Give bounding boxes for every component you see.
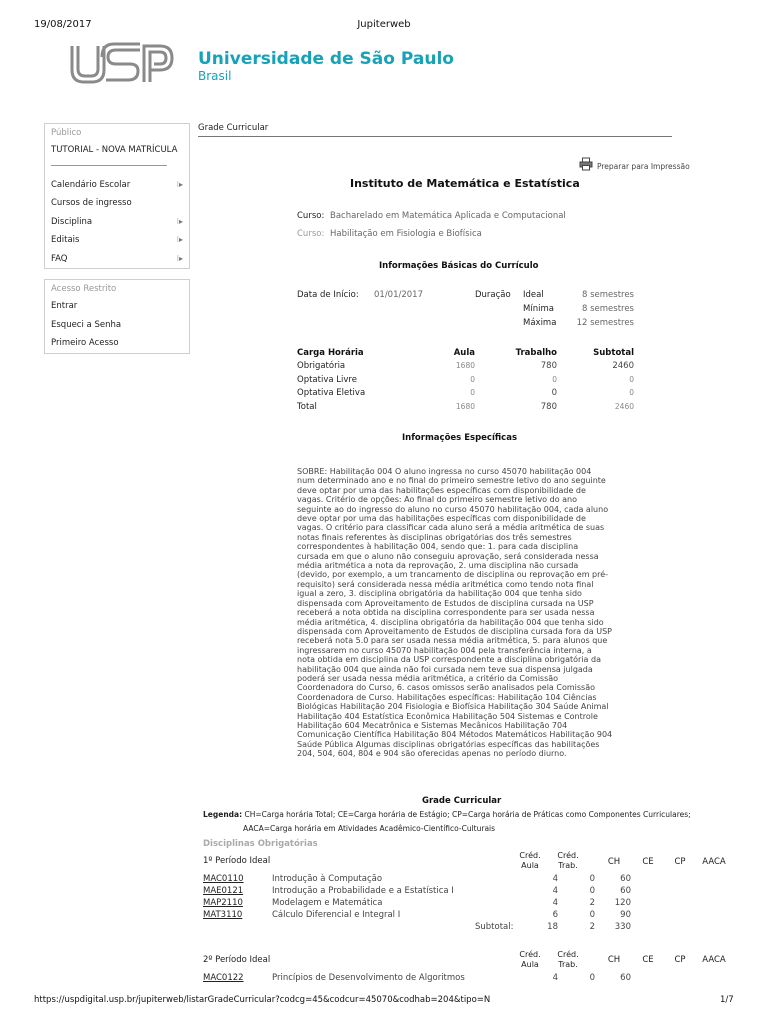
sidebar-item-cursos[interactable] xyxy=(45,194,189,213)
course-cred-trab: 0 xyxy=(589,910,595,920)
load-row-aula: 1680 xyxy=(455,401,475,411)
load-row-subtotal: 0 xyxy=(629,388,634,397)
start-date-label: Data de Início: xyxy=(297,290,359,300)
load-row-subtotal: 2460 xyxy=(614,401,634,411)
course-cred-aula: 4 xyxy=(552,886,558,896)
course-name: Introdução à Computação xyxy=(272,874,383,884)
print-link[interactable]: Preparar para Impressão xyxy=(597,162,690,171)
load-row-label: Total xyxy=(297,401,317,412)
col-ch: CH xyxy=(607,955,621,965)
subtotal-label: Subtotal: xyxy=(475,922,514,932)
course-code-link[interactable]: MAC0110 xyxy=(203,874,244,884)
legend-label: Legenda: xyxy=(203,810,243,819)
sidebar-restricted xyxy=(44,279,190,354)
load-row-trabalho: 0 xyxy=(551,388,557,398)
sidebar-item-label: Editais xyxy=(51,235,80,245)
table-row xyxy=(203,874,733,886)
sidebar-public-heading: Público xyxy=(51,128,82,138)
sidebar-item-label: Calendário Escolar xyxy=(51,179,131,190)
col-ce: CE xyxy=(642,857,654,867)
submenu-arrow-icon: ⁝▸ xyxy=(176,235,183,244)
breadcrumb: Grade Curricular xyxy=(198,123,269,133)
col-cred-aula: Créd. Aula xyxy=(519,950,541,969)
table-row xyxy=(297,375,635,389)
sidebar-item-label: Esqueci a Senha xyxy=(51,319,122,330)
course-ch: 60 xyxy=(620,886,631,896)
load-header-aula: Aula xyxy=(453,348,475,358)
submenu-arrow-icon: ⁝▸ xyxy=(176,179,183,189)
load-row-label: Optativa Eletiva xyxy=(297,388,366,398)
table-row xyxy=(297,361,635,375)
load-header-label: Carga Horária xyxy=(297,348,364,358)
duration-min-label: Mínima xyxy=(523,304,554,314)
duration-ideal-label: Ideal xyxy=(523,290,544,300)
sidebar-item-calendario[interactable] xyxy=(45,176,189,195)
sidebar-public xyxy=(44,123,190,269)
course-name: Princípios de Desenvolvimento de Algoritmos xyxy=(272,973,465,983)
course-cred-trab: 0 xyxy=(589,874,595,884)
load-row-aula: 0 xyxy=(470,374,475,384)
legend-text-2: AACA=Carga horária em Atividades Acadêmico-Científico-Culturais xyxy=(243,824,496,833)
habilitacao-value: Habilitação em Fisiologia e Biofísica xyxy=(330,229,482,239)
mandatory-title: Disciplinas Obrigatórias xyxy=(203,839,318,849)
sidebar-item-label: Entrar xyxy=(51,301,78,311)
curso-label: Curso: xyxy=(297,211,325,221)
load-row-trabalho: 780 xyxy=(540,361,557,371)
course-code-link[interactable]: MAE0121 xyxy=(203,886,244,896)
printer-icon[interactable] xyxy=(579,157,593,171)
sidebar-item-label: TUTORIAL - NOVA MATRÍCULA xyxy=(51,145,178,155)
period-2-title: 2º Período Ideal xyxy=(203,955,271,965)
table-row xyxy=(203,898,733,910)
sidebar-item-label: FAQ xyxy=(51,253,68,264)
col-ce: CE xyxy=(642,955,654,965)
subtotal-cred-aula: 18 xyxy=(547,922,558,932)
university-name: Universidade de São Paulo xyxy=(198,49,454,69)
course-cred-trab: 2 xyxy=(589,898,595,908)
course-cred-aula: 4 xyxy=(552,874,558,884)
course-code-link[interactable]: MAC0122 xyxy=(203,973,244,983)
col-cp: CP xyxy=(674,955,686,965)
course-ch: 60 xyxy=(620,973,631,983)
sidebar-restricted-heading: Acesso Restrito xyxy=(51,284,117,294)
sidebar-divider xyxy=(51,165,167,166)
course-cred-aula: 6 xyxy=(552,910,558,920)
load-header-row xyxy=(297,348,635,361)
subtotal-row xyxy=(203,922,733,934)
sidebar-item-label: Primeiro Acesso xyxy=(51,338,119,348)
specific-info-title: Informações Específicas xyxy=(402,433,517,443)
start-date-value: 01/01/2017 xyxy=(374,290,423,300)
sidebar-item-label: Disciplina xyxy=(51,216,93,227)
load-row-label: Obrigatória xyxy=(297,361,346,371)
usp-logo xyxy=(68,42,174,86)
col-cred-aula: Créd. Aula xyxy=(519,851,541,870)
load-table xyxy=(297,348,635,415)
load-row-trabalho: 780 xyxy=(540,401,557,412)
sidebar-item-faq[interactable] xyxy=(45,250,189,269)
course-cred-trab: 0 xyxy=(589,973,595,983)
basic-info-title: Informações Básicas do Currículo xyxy=(379,261,539,271)
table-row xyxy=(297,402,635,416)
course-name: Cálculo Diferencial e Integral I xyxy=(272,910,401,920)
course-cred-aula: 4 xyxy=(552,898,558,908)
sidebar-item-primeiro-acesso[interactable] xyxy=(45,334,189,353)
period-1-title: 1º Período Ideal xyxy=(203,856,271,866)
submenu-arrow-icon: ⁝▸ xyxy=(176,216,183,226)
course-ch: 60 xyxy=(620,874,631,884)
course-ch: 120 xyxy=(614,898,631,908)
duration-max-value: 12 semestres xyxy=(576,318,634,328)
print-date: 19/08/2017 xyxy=(34,19,92,30)
legend xyxy=(203,810,691,819)
sidebar-item-esqueci-senha[interactable] xyxy=(45,316,189,335)
col-cp: CP xyxy=(674,857,686,867)
print-page-title: Jupiterweb xyxy=(357,19,411,30)
grade-title: Grade Curricular xyxy=(422,796,502,806)
duration-min-value: 8 semestres xyxy=(581,304,634,314)
course-code-link[interactable]: MAT3110 xyxy=(203,910,243,920)
col-aaca: AACA xyxy=(702,857,726,867)
subtotal-ch: 330 xyxy=(614,922,631,932)
sidebar-item-tutorial[interactable] xyxy=(45,141,189,160)
col-aaca: AACA xyxy=(702,955,726,965)
sidebar-item-disciplina[interactable] xyxy=(45,213,189,232)
curso-value: Bacharelado em Matemática Aplicada e Computacional xyxy=(330,211,566,221)
load-header-trabalho: Trabalho xyxy=(515,348,557,358)
table-row xyxy=(203,910,733,922)
institute-title: Instituto de Matemática e Estatística xyxy=(350,177,580,190)
table-row xyxy=(297,388,635,402)
sidebar-item-label: Cursos de ingresso xyxy=(51,198,132,208)
load-row-aula: 0 xyxy=(470,388,475,397)
print-page-number: 1/7 xyxy=(720,995,734,1005)
period-1-rows xyxy=(203,874,733,934)
habilitacao-label: Curso: xyxy=(297,229,325,239)
print-url: https://uspdigital.usp.br/jupiterweb/listarGradeCurricular?codcg=45&codcur=45070&codhab=204&tipo=N xyxy=(34,995,491,1005)
sidebar-item-editais[interactable] xyxy=(45,231,189,250)
sidebar-item-entrar[interactable] xyxy=(45,297,189,316)
col-ch: CH xyxy=(607,857,621,867)
load-row-aula: 1680 xyxy=(455,361,475,370)
col-cred-trab: Créd. Trab. xyxy=(557,950,579,969)
breadcrumb-divider xyxy=(198,136,672,137)
duration-ideal-value: 8 semestres xyxy=(581,290,634,300)
course-ch: 90 xyxy=(620,910,631,920)
load-row-subtotal: 2460 xyxy=(612,361,634,371)
col-cred-trab: Créd. Trab. xyxy=(557,851,579,870)
course-cred-trab: 0 xyxy=(589,886,595,896)
duration-max-label: Máxima xyxy=(523,318,557,328)
course-cred-aula: 4 xyxy=(552,973,558,983)
table-row xyxy=(203,973,733,985)
period-2-rows xyxy=(203,973,733,985)
load-row-label: Optativa Livre xyxy=(297,374,357,385)
course-name: Introdução a Probabilidade e a Estatística I xyxy=(272,886,454,896)
subtotal-cred-trab: 2 xyxy=(589,922,595,932)
load-row-trabalho: 0 xyxy=(552,374,557,384)
course-name: Modelagem e Matemática xyxy=(272,898,383,908)
submenu-arrow-icon: ⁝▸ xyxy=(176,253,183,263)
load-row-subtotal: 0 xyxy=(629,374,634,384)
course-code-link[interactable]: MAP2110 xyxy=(203,898,243,908)
table-row xyxy=(203,886,733,898)
load-header-subtotal: Subtotal xyxy=(593,348,634,358)
legend-text: CH=Carga horária Total; CE=Carga horária de Estágio; CP=Carga horária de Práticas como Componentes Curriculares; xyxy=(244,810,691,819)
specific-info-text: SOBRE: Habilitação 004 O aluno ingressa no curso 45070 habilitação 004 num determinado ano e no final do primeiro semestre letivo do ano seguinte deve optar por uma das habilitações específicas com disponibilidade de vagas. Critério de opções: Ao final do primeiro semestre letivo do ano seguinte ao do ingresso do aluno no curso 45070 habilitação 004, cada aluno deve optar por uma das habilitações específicas com disponibilidade de vagas. O critério para classificar cada aluno será a média aritmética de suas notas finais referentes às disciplinas obrigatórias dos três semestres correspondentes à habilitação 004, sendo que: 1. para cada disciplina cursada em que o aluno não conseguiu aprovação, será considerada nessa média aritmética a nota da reprovação, 2. uma disciplina não cursada (devido, por exemplo, a um trancamento de disciplina ou reprovação em pré- requisito) será considerada nessa média aritmética como tendo nota final igual a zero, 3. disciplina obrigatória da habilitação 004 que tenha sido dispensada com Aproveitamento de Estudos de disciplina cursada na USP receberá a nota obtida na disciplina correspondente para ser usada nessa média aritmética, 4. disciplina obrigatória da habilitação 004 que tenha sido dispensada com Aproveitamento de Estudos de disciplina cursada fora da USP receberá nota 5.0 para ser usada nessa média aritmética, 5. para alunos que ingressarem no curso 45070 habilitação 004 pela transferência interna, a nota obtida em disciplina da USP correspondente a disciplina obrigatória da habilitação 004 que ainda não foi cursada nem teve sua dispensa julgada poderá ser usada nessa média aritmética, a critério da Comissão Coordenadora do Curso, 6. casos omissos serão analisados pela Comissão Coordenadora de Curso. Habilitações específicas: Habilitação 104 Ciências Biológicas Habilitação 204 Fisiologia e Biofísica Habilitação 304 Saúde Animal Habilitação 404 Estatística Econômica Habilitação 504 Sistemas e Controle Habilitação 604 Mecatrônica e Sistemas Mecânicos Habilitação 704 Comunicação Científica Habilitação 804 Métodos Matemáticos Habilitação 904 Saúde Pública Algumas disciplinas obrigatórias específicas das habilitações 204, 504, 604, 804 e 904 são oferecidas apenas no período diurno. xyxy=(297,467,613,759)
university-country: Brasil xyxy=(198,69,232,83)
duration-label: Duração xyxy=(475,290,511,300)
